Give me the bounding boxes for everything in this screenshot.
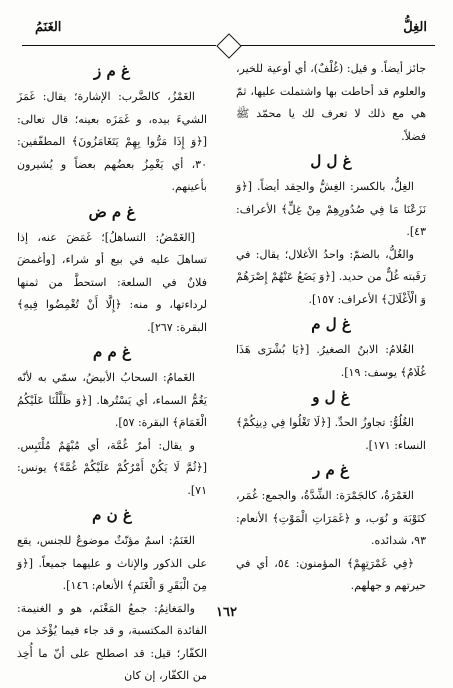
root-heading: غ ل م [311, 315, 351, 333]
left-column [17, 58, 207, 688]
entry-paragraph: الغَمْرَةُ، كالجَمْرَة: الشِّدَّةُ، والجمع: غُمَر، كنَوْبَة و نُوَب، و ﴿غَمَرَاتِ الْمَوْتِ﴾ الأنعام: ٩٣، شدائده. [236, 489, 426, 547]
root-heading: غ ل و [312, 388, 350, 406]
header-rule-left [22, 45, 216, 46]
entry-paragraph: جائز أيضاً. و قيل: (غُلْفٌ)، أي أوعية للخير، والعلوم قد أحاطت بها واشتملت عليها، ثمّ هي مع ذلك لا تعرف لك يا محمّد ﷺ فضلاً. [236, 62, 426, 143]
entry-paragraph: الغَنَمُ: اسمٌ مؤنّثٌ موضوعٌ للجنس، يقع على الذكور والإناث و عليهما جميعاً. [﴿وَ مِنَ الْبَقَرِ وَ الْغَنَمِ﴾ الأنعام: ١٤٦]. [17, 534, 207, 592]
entry-paragraph: الغُلامُ: الابنُ الصغيرُ. [﴿يَا بُشْرَى هَذَا غُلَامٌ﴾ يوسف: ١٩]. [236, 343, 426, 379]
root-heading: غ ن م [92, 506, 132, 524]
entry-paragraph: الغَمامُ: السحابُ الأبيضُ، سمّي به لأنّه يَغُمُّ السماء، أي يَسْتُرها. [﴿وَ ظَلَّلْنَا عَلَيْكُمُ الْغَمَامَ﴾ البقرة: ٥٧]. [17, 371, 207, 429]
root-heading: غ م ر [313, 461, 349, 479]
root-heading: غ م ز [94, 62, 130, 80]
root-heading: غ م م [93, 343, 131, 361]
root-heading: غ م ض [88, 202, 136, 221]
page-number: ١٦٢ [216, 605, 237, 620]
root-heading: غ ل ل [310, 152, 352, 170]
entry-paragraph: والمَغانِمُ: جمعُ المَغْنَم، هو و الغنيمة: الفائدة المكتسبة، و قد جاء فيما يُؤْخَذ من الكفّار؛ قيل: قد اصطلح على أنّ ما أُخِذ من الكفّار، إن كان [17, 601, 207, 682]
header-left-word: الغَنَمُ [35, 20, 62, 35]
entry-paragraph: و يقال: أمرٌ غُمَّة، أي مُبْهَمٌ مُلْتَبِس. [﴿ثُمَّ لَا يَكُنْ أَمْرُكُمْ عَلَيْكُمْ غُمَّةً﴾ يونس: ٧١]. [17, 438, 207, 497]
header-right-word: الغِلُّ [403, 20, 427, 35]
entry-paragraph: الغِلُّ، بالكسر: الغِشُّ والحِقد أيضاً. [﴿وَ نَزَعْنَا مَا فِي صُدُورِهِمْ مِنْ غِلٍّ﴾ الأعراف: ٤٣]. [236, 180, 426, 238]
entry-paragraph: والغُلُّ، بالضمّ: واحدُ الأغلال؛ يقال: في رَقَبته غُلٌّ من حديد. [﴿وَ يَضَعُ عَنْهُمْ إِصْرَهُمْ وَ الْأَغْلَالَ﴾ الأعراف: ١٥٧]. [236, 247, 426, 306]
entry-paragraph: الغَمْزُ، كالضَّرب: الإشارة؛ يقال: غَمَزَ الشيءَ بيده، و غَمَزَه بعينه؛ قال تعالى: [﴿وَ إِذَا مَرُّوا بِهِمْ يَتَغَامَزُونَ﴾ المطفّفين: ٣٠، أي يَغْمِزُ بعضُهم بعضاً و يُشيرون بأعينهم. [17, 90, 207, 193]
entry-paragraph: ﴿فِي غَمْرَتِهِمْ﴾ المؤمنون: ٥٤، أي في حيرتهم و جهلهم. [236, 556, 426, 592]
entry-paragraph: [الغَمْضُ: التساهلُ]؛ غَمَضَ عنه، إذا تساهلَ عليه في بيع أو شراء، [وأغمضَ فلانٌ في السلعة: استحطَّ من ثمنها لرداءتها، و منه: ﴿إِلَّا أَنْ تُغْمِضُوا فِيهِ﴾ البقرة: ٢٦٧]. [17, 230, 207, 334]
right-column [236, 58, 426, 598]
header-rule-right [240, 45, 435, 46]
entry-paragraph: الغُلُوُّ: تجاوزُ الحدِّ. [﴿لَا تَغْلُوا فِي دِينِكُمْ﴾ النساء: ١٧١]. [236, 416, 426, 452]
header-diamond-ornament [216, 33, 241, 58]
